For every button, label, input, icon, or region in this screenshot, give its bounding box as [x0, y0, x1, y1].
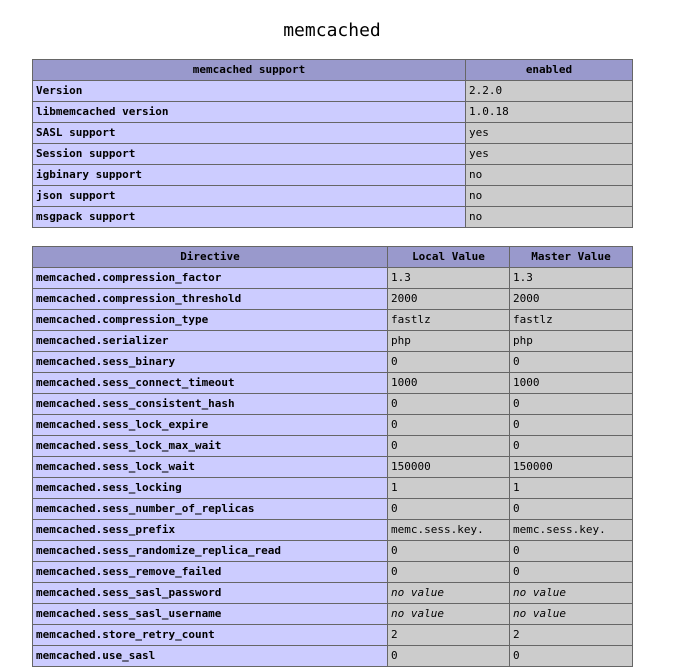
directive-name: memcached.sess_lock_max_wait — [33, 436, 388, 457]
directive-name: memcached.sess_lock_expire — [33, 415, 388, 436]
directive-master-value: 1 — [510, 478, 633, 499]
directive-local-value: 1.3 — [388, 268, 510, 289]
no-value-text: no value — [513, 586, 566, 599]
directive-master-value — [510, 604, 633, 625]
directive-name: memcached.serializer — [33, 331, 388, 352]
support-name: msgpack support — [33, 207, 466, 228]
table-row — [33, 415, 633, 436]
support-name: igbinary support — [33, 165, 466, 186]
directive-name: memcached.sess_locking — [33, 478, 388, 499]
support-table-header — [33, 60, 633, 81]
directive-master-value: 0 — [510, 562, 633, 583]
table-row — [33, 268, 633, 289]
directive-name: memcached.compression_factor — [33, 268, 388, 289]
support-value: yes — [466, 123, 633, 144]
directive-name: memcached.sess_prefix — [33, 520, 388, 541]
directive-local-value: 0 — [388, 541, 510, 562]
directive-name: memcached.compression_threshold — [33, 289, 388, 310]
support-value: 2.2.0 — [466, 81, 633, 102]
support-value: no — [466, 165, 633, 186]
table-row — [33, 625, 633, 646]
header-memcached-support: memcached support — [33, 60, 466, 81]
no-value-text: no value — [391, 586, 444, 599]
header-local-value: Local Value — [388, 247, 510, 268]
directive-local-value — [388, 604, 510, 625]
directive-master-value: php — [510, 331, 633, 352]
directive-name: memcached.sess_remove_failed — [33, 562, 388, 583]
directive-local-value: 0 — [388, 646, 510, 667]
directive-name: memcached.sess_sasl_username — [33, 604, 388, 625]
directive-local-value: 0 — [388, 415, 510, 436]
directive-master-value: 0 — [510, 646, 633, 667]
directive-name: memcached.sess_connect_timeout — [33, 373, 388, 394]
table-row — [33, 310, 633, 331]
header-enabled: enabled — [466, 60, 633, 81]
directive-master-value: fastlz — [510, 310, 633, 331]
directive-table-header — [33, 247, 633, 268]
directive-local-value: 1000 — [388, 373, 510, 394]
table-row — [33, 436, 633, 457]
directive-local-value — [388, 583, 510, 604]
directive-master-value: 2000 — [510, 289, 633, 310]
directive-name: memcached.sess_number_of_replicas — [33, 499, 388, 520]
header-directive: Directive — [33, 247, 388, 268]
table-row — [33, 499, 633, 520]
table-row — [33, 81, 633, 102]
directive-master-value: memc.sess.key. — [510, 520, 633, 541]
table-row — [33, 394, 633, 415]
table-row — [33, 144, 633, 165]
directive-master-value: 2 — [510, 625, 633, 646]
directive-name: memcached.store_retry_count — [33, 625, 388, 646]
directive-master-value: 0 — [510, 436, 633, 457]
directive-local-value: memc.sess.key. — [388, 520, 510, 541]
table-row — [33, 583, 633, 604]
directive-name: memcached.compression_type — [33, 310, 388, 331]
table-row — [33, 604, 633, 625]
no-value-text: no value — [513, 607, 566, 620]
support-name: json support — [33, 186, 466, 207]
support-table — [32, 59, 633, 228]
directive-master-value: 0 — [510, 415, 633, 436]
directive-table — [32, 246, 633, 667]
support-name: SASL support — [33, 123, 466, 144]
directive-name: memcached.sess_randomize_replica_read — [33, 541, 388, 562]
directive-master-value — [510, 583, 633, 604]
directive-master-value: 150000 — [510, 457, 633, 478]
directive-master-value: 0 — [510, 541, 633, 562]
directive-local-value: fastlz — [388, 310, 510, 331]
table-row — [33, 123, 633, 144]
table-row — [33, 541, 633, 562]
directive-master-value: 0 — [510, 394, 633, 415]
table-row — [33, 457, 633, 478]
table-row — [33, 207, 633, 228]
directive-name: memcached.sess_lock_wait — [33, 457, 388, 478]
table-row — [33, 186, 633, 207]
support-value: 1.0.18 — [466, 102, 633, 123]
directive-name: memcached.sess_consistent_hash — [33, 394, 388, 415]
table-row — [33, 646, 633, 667]
directive-name: memcached.sess_binary — [33, 352, 388, 373]
table-row — [33, 478, 633, 499]
directive-name: memcached.use_sasl — [33, 646, 388, 667]
table-row — [33, 289, 633, 310]
directive-local-value: 2000 — [388, 289, 510, 310]
table-row — [33, 373, 633, 394]
no-value-text: no value — [391, 607, 444, 620]
directive-local-value: php — [388, 331, 510, 352]
support-value: yes — [466, 144, 633, 165]
support-name: Session support — [33, 144, 466, 165]
table-row — [33, 165, 633, 186]
header-master-value: Master Value — [510, 247, 633, 268]
table-row — [33, 102, 633, 123]
page-title: memcached — [283, 20, 381, 41]
directive-master-value: 1.3 — [510, 268, 633, 289]
directive-local-value: 0 — [388, 352, 510, 373]
directive-master-value: 1000 — [510, 373, 633, 394]
table-row — [33, 352, 633, 373]
directive-local-value: 0 — [388, 394, 510, 415]
directive-local-value: 150000 — [388, 457, 510, 478]
directive-local-value: 0 — [388, 436, 510, 457]
support-name: Version — [33, 81, 466, 102]
directive-master-value: 0 — [510, 499, 633, 520]
directive-name: memcached.sess_sasl_password — [33, 583, 388, 604]
directive-local-value: 0 — [388, 562, 510, 583]
table-row — [33, 331, 633, 352]
support-value: no — [466, 186, 633, 207]
directive-master-value: 0 — [510, 352, 633, 373]
directive-local-value: 1 — [388, 478, 510, 499]
support-value: no — [466, 207, 633, 228]
directive-local-value: 0 — [388, 499, 510, 520]
directive-local-value: 2 — [388, 625, 510, 646]
table-row — [33, 520, 633, 541]
table-row — [33, 562, 633, 583]
support-name: libmemcached version — [33, 102, 466, 123]
